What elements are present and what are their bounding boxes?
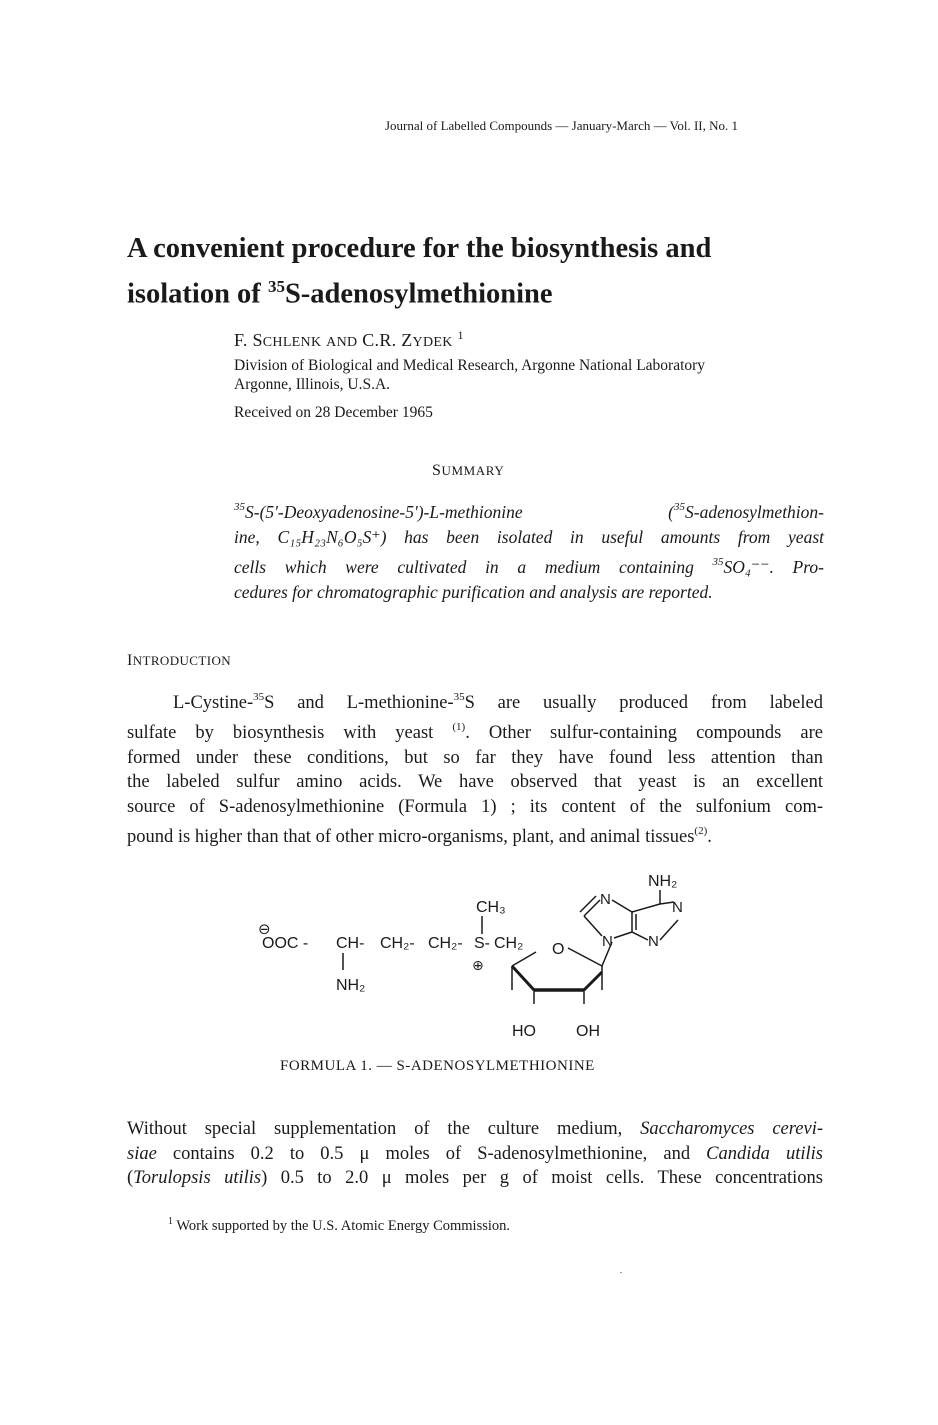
formula-minus: ⊖ xyxy=(258,921,271,938)
formula-ch: CH- xyxy=(336,935,365,952)
formula-oh: OH xyxy=(576,1023,600,1040)
scan-speck xyxy=(620,1272,622,1273)
received-date: Received on 28 December 1965 xyxy=(234,404,433,421)
footnote: $^1$ Work supported by the U.S. Atomic Energy Commission. xyxy=(168,1216,511,1234)
author-footnote-mark: 1 xyxy=(457,328,464,342)
formula-n-2: N xyxy=(672,899,683,916)
paragraph-2: Without special supplementation of the culture medium, Saccharomyces cerevi- siae contains 0.2 to 0.5 μ moles of S-adenosylmethionine, and Candida utilis (Torulopsis utilis) 0.5 to 2.0 μ moles per g of moist cells. These concentrations xyxy=(127,1119,823,1189)
formula-caption: FORMULA 1. — S-ADENOSYLMETHIONINE xyxy=(280,1058,595,1074)
formula-ho: HO xyxy=(512,1023,536,1040)
formula-plus: ⊕ xyxy=(472,957,484,973)
summary-text: $^{35}$S-(5'-Deoxyadenosine-5')-L-methionine ($^{35}$S-adenosylmethion- ine, C₁₅H₂₃N₆O₅S⁺) has been isolated in useful amounts from yeast cells which were cultivated in a medium containing $^{35}$SO₄⁻⁻. Pro- cedures for chromatographic purification and analysis are reported. xyxy=(234,501,824,603)
formula-ring-o: O xyxy=(552,941,565,958)
formula-n-3: N xyxy=(602,933,613,950)
formula-ch2c: CH₂ xyxy=(494,935,524,952)
summary-heading: SUMMARY xyxy=(432,462,505,479)
formula-ch2b: CH₂- xyxy=(428,935,463,952)
title-line-1: A convenient procedure for the biosynthesis and xyxy=(127,233,712,264)
formula-s: S- xyxy=(474,935,490,952)
formula-ooc: OOC - xyxy=(262,935,309,952)
formula-nh2-chain: NH₂ xyxy=(336,977,366,994)
introduction-heading: INTRODUCTION xyxy=(127,652,232,669)
affiliation: Division of Biological and Medical Research, Argonne National Laboratory Argonne, Illinois, U.S.A. xyxy=(234,357,706,393)
structural-formula xyxy=(250,862,710,1050)
title-line-2: isolation of $^{35}$S-adenosylmethionine xyxy=(127,277,553,310)
running-head: Journal of Labelled Compounds — January-March — Vol. II, No. 1 xyxy=(385,118,738,133)
formula-ch2a: CH₂- xyxy=(380,935,415,952)
formula-nh2-ring: NH₂ xyxy=(648,873,678,890)
formula-n-1: N xyxy=(600,891,611,908)
article-title xyxy=(127,230,847,314)
formula-ch3: CH₃ xyxy=(476,899,506,916)
authors: F. SCHLENK AND C.R. ZYDEK $^1$ xyxy=(234,328,464,350)
formula-n-4: N xyxy=(648,933,659,950)
introduction-paragraph: L-Cystine-$^{35}$S and L-methionine-$^{35}$S are usually produced from labeled sulfate by biosynthesis with yeast $^{(1)}$. Other sulfur-containing compounds are formed under these conditions, but so far they have found less attention than the labeled sulfur amino acids. We have observed that yeast is an excellent source of S-adenosylmethionine (Formula 1) ; its content of the sulfonium com- pound is higher than that of other micro-organisms, plant, and animal tissues$^{(2)}$. xyxy=(127,691,823,847)
